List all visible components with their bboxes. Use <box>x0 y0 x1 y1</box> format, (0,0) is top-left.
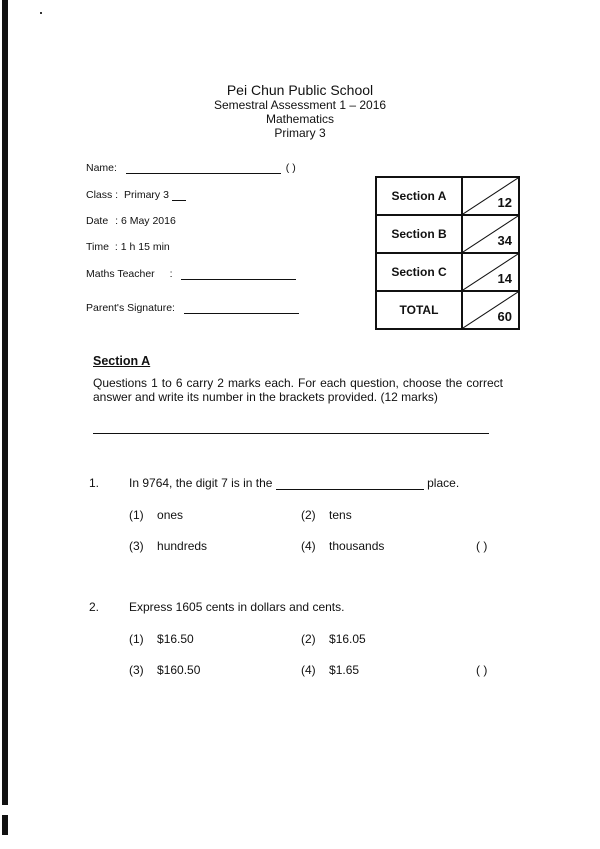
marks-row <box>376 177 519 215</box>
name-label: Name: <box>86 162 117 174</box>
assessment-title: Semestral Assessment 1 – 2016 <box>213 98 387 112</box>
option[interactable] <box>129 508 183 522</box>
class-blank[interactable] <box>172 200 186 201</box>
marks-row <box>376 215 519 253</box>
option-text: $16.50 <box>157 632 194 646</box>
date-row <box>86 215 176 227</box>
marks-score-cell <box>462 291 519 329</box>
marks-score-cell <box>462 177 519 215</box>
parent-signature-label: Parent's Signature: <box>86 302 175 314</box>
subject-title: Mathematics <box>265 112 335 126</box>
option-text: thousands <box>329 539 385 553</box>
marks-table <box>375 176 520 330</box>
option[interactable] <box>129 663 200 677</box>
option[interactable] <box>301 508 352 522</box>
question-stem-end: place. <box>427 476 460 490</box>
option-text: hundreds <box>157 539 208 553</box>
option-number: (1) <box>129 508 144 522</box>
marks-total-score: 14 <box>497 271 512 286</box>
question-text <box>129 476 459 490</box>
option-text: tens <box>329 508 352 522</box>
name-row <box>86 162 296 174</box>
time-label: Time <box>86 241 109 253</box>
answer-blank <box>276 489 424 490</box>
date-value: : 6 May 2016 <box>115 215 176 227</box>
option-number: (4) <box>301 539 316 553</box>
scan-speck <box>40 12 42 14</box>
option[interactable] <box>301 632 366 646</box>
teacher-row <box>86 268 296 280</box>
name-blank[interactable] <box>126 173 281 174</box>
marks-row <box>376 291 519 329</box>
option[interactable] <box>301 539 384 553</box>
question-number: 2. <box>89 600 100 614</box>
teacher-label: Maths Teacher <box>86 268 155 280</box>
marks-label: Section B <box>376 215 462 253</box>
option-number: (4) <box>301 663 316 677</box>
option[interactable] <box>129 539 207 553</box>
option[interactable] <box>129 632 194 646</box>
scan-edge-bar-lower <box>2 815 8 835</box>
marks-label: TOTAL <box>376 291 462 329</box>
marks-label: Section A <box>376 177 462 215</box>
marks-total-score: 60 <box>497 309 512 324</box>
section-divider <box>93 433 489 434</box>
class-value: Primary 3 <box>124 189 169 201</box>
option-text: $16.05 <box>329 632 366 646</box>
question-stem: Express 1605 cents in dollars and cents. <box>129 600 345 614</box>
class-label: Class : <box>86 189 119 201</box>
option-text: ones <box>157 508 184 522</box>
marks-total-score: 34 <box>497 233 512 248</box>
marks-score-cell <box>462 253 519 291</box>
option-number: (2) <box>301 632 316 646</box>
option-number: (2) <box>301 508 316 522</box>
marks-row <box>376 253 519 291</box>
answer-bracket[interactable]: ( ) <box>476 663 488 677</box>
date-label: Date <box>86 215 109 227</box>
question-stem: In 9764, the digit 7 is in the <box>129 476 273 490</box>
marks-total-score: 12 <box>497 195 512 210</box>
school-name: Pei Chun Public School <box>226 82 374 98</box>
paper-header <box>0 82 600 140</box>
question-text <box>129 600 344 614</box>
option-number: (3) <box>129 539 144 553</box>
option-text: $1.65 <box>329 663 360 677</box>
question-number: 1. <box>89 476 100 490</box>
teacher-colon: : <box>169 268 173 280</box>
time-row <box>86 241 170 253</box>
section-a-title: Section A <box>93 354 151 368</box>
teacher-blank[interactable] <box>181 279 296 280</box>
marks-label: Section C <box>376 253 462 291</box>
option[interactable] <box>301 663 359 677</box>
level-title: Primary 3 <box>274 126 326 140</box>
option-number: (3) <box>129 663 144 677</box>
class-row <box>86 189 186 201</box>
option-text: $160.50 <box>157 663 201 677</box>
parent-row <box>86 302 299 314</box>
option-number: (1) <box>129 632 144 646</box>
register-number-paren: ( ) <box>285 162 296 174</box>
marks-score-cell <box>462 215 519 253</box>
section-a-instructions: Questions 1 to 6 carry 2 marks each. For each question, choose the correct answer and write its number in the brackets provided. (12 marks) <box>93 376 503 404</box>
time-value: : 1 h 15 min <box>114 241 170 253</box>
answer-bracket[interactable]: ( ) <box>476 539 488 553</box>
parent-signature-blank[interactable] <box>184 313 299 314</box>
